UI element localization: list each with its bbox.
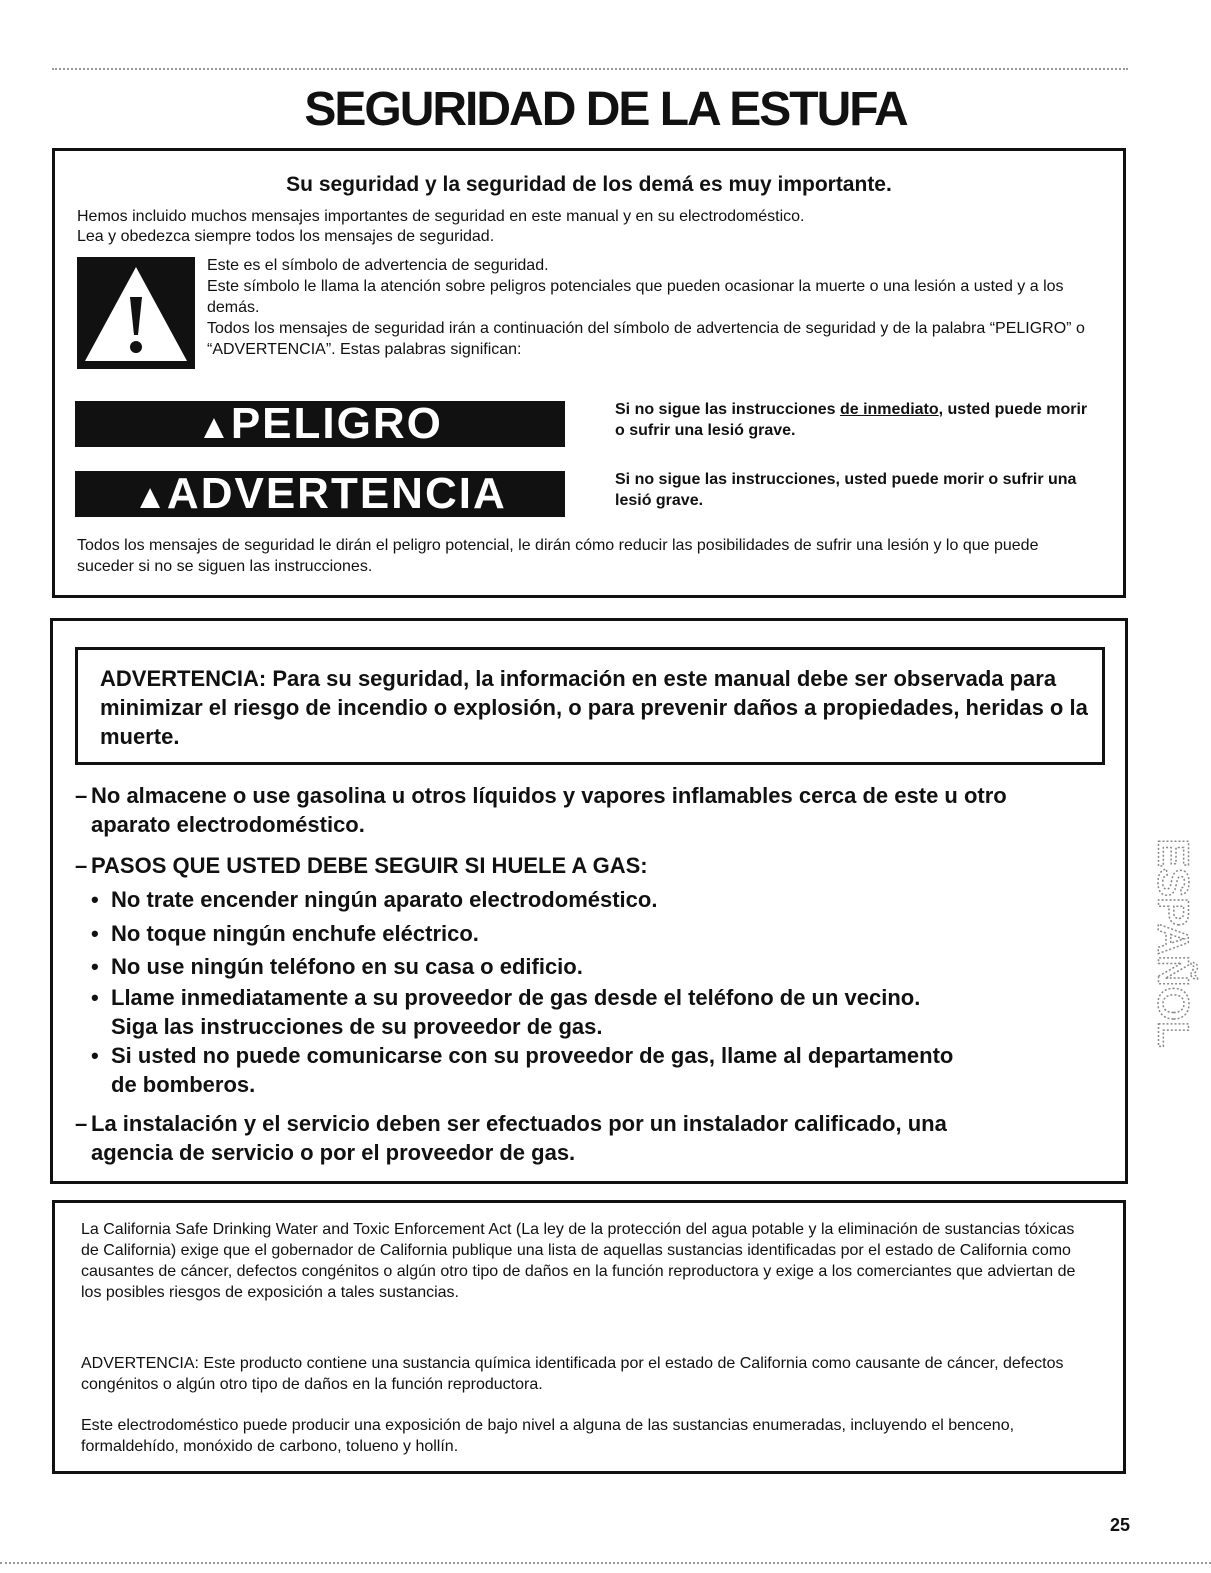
safety-symbols-box [52, 148, 1126, 598]
prop65-paragraph-3: Este electrodoméstico puede producir una exposición de bajo nivel a alguna de las sustancias enumeradas, incluyendo el benceno, formaldehído, monóxido de carbono, tolueno y hollín. [81, 1417, 1015, 1455]
danger-description [615, 399, 1095, 441]
danger-desc-part-b: , usted puede morir o sufrir una lesió grave. [615, 401, 1088, 439]
bullet-no-phone: • No use ningún teléfono en su casa o edificio. [91, 954, 583, 979]
safety-intro [77, 207, 805, 247]
danger-signal-word [75, 401, 565, 447]
bullet-4-line-1: Llame inmediatamente a su proveedor de gas desde el teléfono de un vecino. [111, 985, 921, 1010]
prop65-box [52, 1200, 1126, 1474]
top-rule [52, 68, 1128, 70]
symbol-explanation [207, 255, 1107, 360]
warning-signal-word [75, 471, 565, 517]
item-gas-steps-heading: – PASOS QUE USTED DEBE SEGUIR SI HUELE A GAS: [75, 853, 648, 878]
page-title: SEGURIDAD DE LA ESTUFA [304, 83, 907, 136]
item-no-store-gasoline: – No almacene o use gasolina u otros líquidos y vapores inflamables cerca de este u otro aparato electrodoméstico. [75, 783, 1007, 837]
page-number: 25 [1109, 1515, 1130, 1535]
gas-warning-box [50, 618, 1128, 1184]
intro-line-1: Hemos incluido muchos mensajes importantes de seguridad en este manual y en su electrodoméstico. [77, 208, 805, 225]
danger-label: PELIGRO [230, 399, 443, 448]
item3-line-1: La instalación y el servicio deben ser efectuados por un instalador calificado, una [91, 1111, 947, 1136]
bullet-no-switch: • No toque ningún enchufe eléctrico. [91, 921, 479, 946]
safety-footer: Todos los mensajes de seguridad le dirán el peligro potencial, le dirán cómo reducir las posibilidades de sufrir una lesión y lo que puede suceder si no se siguen las instrucciones. [77, 537, 1039, 575]
warning-headline: ADVERTENCIA: Para su seguridad, la información en este manual debe ser observada para minimizar el riesgo de incendio o explosión, o para prevenir daños a propiedades, heridas o la muerte. [100, 666, 1088, 749]
symbol-line-3: Todos los mensajes de seguridad irán a continuación del símbolo de advertencia de seguridad y de la palabra “PELIGRO” o “ADVERTENCIA”. Estas palabras significan: [207, 320, 1085, 358]
safety-headline: Su seguridad y la seguridad de los demá es muy importante. [286, 173, 892, 196]
bullet-call-fire-dept: • Si usted no puede comunicarse con su proveedor de gas, llame al departamento de bomberos. [91, 1043, 954, 1097]
language-side-tab [1148, 818, 1198, 1068]
danger-desc-underlined: de inmediato [839, 401, 939, 418]
bullet-5-line-1: Si usted no puede comunicarse con su proveedor de gas, llame al departamento [111, 1043, 954, 1068]
safety-alert-symbol-icon [77, 257, 195, 369]
bullet-no-ignite: • No trate encender ningún aparato electrodoméstico. [91, 887, 658, 912]
warning-description: Si no sigue las instrucciones, usted puede morir o sufrir una lesió grave. [615, 471, 1077, 509]
item-installation: – La instalación y el servicio deben ser efectuados por un instalador calificado, una agencia de servicio o por el proveedor de gas. [75, 1111, 947, 1165]
warning-triangle-icon: ▲ [133, 478, 167, 516]
warning-headline-box [75, 647, 1105, 765]
danger-desc-part-a: Si no sigue las instrucciones [615, 401, 840, 418]
item1-line-1: No almacene o use gasolina u otros líquidos y vapores inflamables cerca de este u otro [91, 783, 1007, 808]
prop65-paragraph-1: La California Safe Drinking Water and Toxic Enforcement Act (La ley de la protección del agua potable y la eliminación de sustancias tóxicas de California) exige que el gobernador de California publique una lista de aquellas sustancias identificadas por el estado de California como causantes de cáncer, defectos congénitos o algún otro tipo de daños en la función reproductora y exige a los comerciantes que adviertan de los posibles riesgos de exposición a tales sustancias. [81, 1221, 1076, 1301]
side-tab-label: ESPAÑOL [1148, 838, 1198, 1048]
intro-line-2: Lea y obedezca siempre todos los mensajes de seguridad. [77, 228, 495, 245]
bullet-4-line-2: Siga las instrucciones de su proveedor de gas. [111, 1014, 603, 1039]
bullet-5-line-2: de bomberos. [111, 1072, 256, 1097]
warning-triangle-icon: ▲ [197, 408, 231, 446]
symbol-line-2: Este símbolo le llama la atención sobre peligros potenciales que pueden ocasionar la muerte o una lesión a usted y a los demás. [207, 278, 1064, 316]
bullet-3-text: No use ningún teléfono en su casa o edificio. [111, 954, 583, 979]
bullet-2-text: No toque ningún enchufe eléctrico. [111, 921, 479, 946]
symbol-line-1: Este es el símbolo de advertencia de seguridad. [207, 257, 549, 274]
bottom-rule [0, 1562, 1211, 1564]
bullet-call-supplier: • Llame inmediatamente a su proveedor de gas desde el teléfono de un vecino. Siga las instrucciones de su proveedor de gas. [91, 985, 921, 1039]
item2-text: PASOS QUE USTED DEBE SEGUIR SI HUELE A GAS: [91, 853, 648, 878]
bullet-1-text: No trate encender ningún aparato electrodoméstico. [111, 887, 658, 912]
item1-line-2: aparato electrodoméstico. [91, 812, 365, 837]
prop65-paragraph-2: ADVERTENCIA: Este producto contiene una sustancia química identificada por el estado de California como causante de cáncer, defectos congénitos o algún otro tipo de daños en la función reproductora. [81, 1355, 1064, 1393]
warning-label: ADVERTENCIA [166, 469, 507, 518]
item3-line-2: agencia de servicio o por el proveedor de gas. [91, 1140, 576, 1165]
